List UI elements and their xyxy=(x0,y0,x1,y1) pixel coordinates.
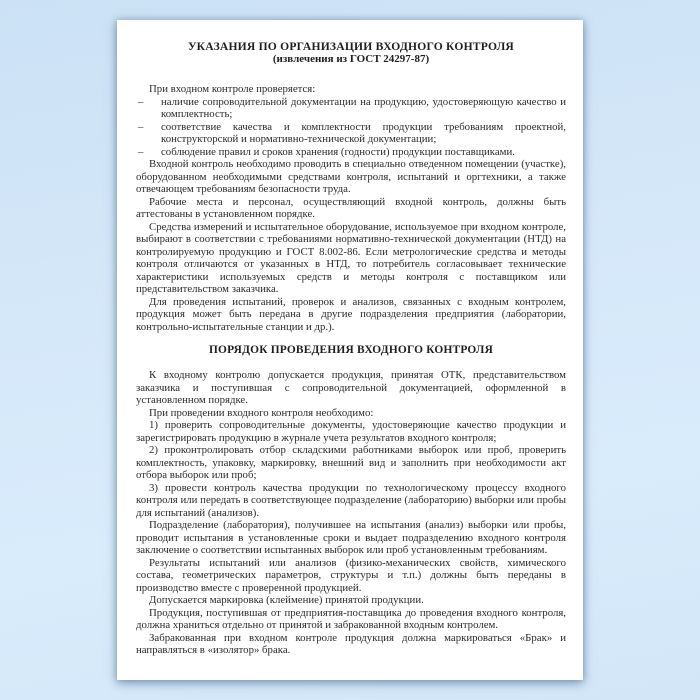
dash-item-text: наличие сопроводительной документации на продукцию, удостоверяющую качество и комплектность; xyxy=(161,95,566,120)
paragraph: Продукция, поступившая от предприятия-поставщика до проведения входного контроля, должна храниться отдельно от принятой и забракованной входным контролем. xyxy=(136,606,566,631)
dash-marker: – xyxy=(138,95,144,108)
paragraph: Результаты испытаний или анализов (физико-механических свойств, химического состава, геометрических параметров, структуры и т.п.) должны быть переданы в производство вместе с проверенной продукцией. xyxy=(136,556,566,594)
paragraph: При входном контроле проверяется: xyxy=(149,83,316,95)
paragraph: Рабочие места и персонал, осуществляющий входной контроль, должны быть аттестованы в установленном порядке. xyxy=(136,195,566,220)
paragraph: Средства измерений и испытательное оборудование, используемое при входном контроле, выбирают в соответствии с требованиями нормативно-технической документации (НТД) на контролируемую продукцию и ГОСТ 8.002-86. Если метрологические средства и методы контроля отличаются от указанных в НТД, то потребитель согласовывает технические характеристики используемых средств и методы контроля с поставщиком или представительством заказчика. xyxy=(136,220,566,295)
document-page xyxy=(117,20,583,680)
paragraph: Подразделение (лаборатория), получившее на испытания (анализ) выборки или пробы, проводит испытания в установленные сроки и выдает подразделению входного контроля заключение о соответствии испытанных выборок или проб установленным требованиям. xyxy=(136,519,566,556)
paragraph: 3) провести контроль качества продукции по технологическому процессу входного контроля или передать в соответствующее подразделение (лабораторию) выборки или пробы для испытаний (анализов). xyxy=(136,481,566,519)
document-title: УКАЗАНИЯ ПО ОРГАНИЗАЦИИ ВХОДНОГО КОНТРОЛЯ xyxy=(187,40,515,53)
document-subtitle: (извлечения из ГОСТ 24297-87) xyxy=(272,53,430,65)
dash-list-item xyxy=(136,146,566,159)
paragraph: К входному контролю допускается продукция, принятая ОТК, представительством заказчика и поступившая с сопроводительной документацией, оформленной в установленном порядке. xyxy=(136,369,566,406)
paragraph: Забракованная при входном контроле продукция должна маркироваться «Брак» и направляться в «изолятор» брака. xyxy=(136,631,566,656)
paragraph: Для проведения испытаний, проверок и анализов, связанных с входным контролем, продукция может быть передана в другие подразделения предприятия (лаборатории, контрольно-испытательные станции и др.). xyxy=(136,295,566,333)
paragraph: При проведении входного контроля необходимо: xyxy=(149,406,374,419)
dash-list-item xyxy=(136,96,566,121)
document-body xyxy=(136,83,566,657)
dash-marker: – xyxy=(138,145,144,158)
paragraph: Входной контроль необходимо проводить в специально отведенном помещении (участке), оборудованном необходимыми средствами контроля, испытаний и оргтехники, а также отвечающем требованиям безопасности труда. xyxy=(136,158,566,195)
paragraph: Допускается маркировка (клеймение) принятой продукции. xyxy=(149,594,424,606)
dash-item-text: соответствие качества и комплектности продукции требованиям проектной, конструкторской и нормативно-технической документации; xyxy=(161,120,566,145)
paragraph: 2) проконтролировать отбор складскими работниками выборок или проб, проверить комплектность, упаковку, маркировку, внешний вид и заполнить при необходимости акт отбора выборок или проб; xyxy=(136,444,566,481)
dash-list-item xyxy=(136,121,566,146)
dash-marker: – xyxy=(138,120,144,133)
paragraph: 1) проверить сопроводительные документы, удостоверяющие качество продукции и зарегистрировать продукцию в журнале учета результатов входного контроля; xyxy=(136,419,566,444)
section-heading: ПОРЯДОК ПРОВЕДЕНИЯ ВХОДНОГО КОНТРОЛЯ xyxy=(208,344,494,356)
dash-item-text: соблюдение правил и сроков хранения (годности) продукции поставщиками. xyxy=(161,145,515,158)
